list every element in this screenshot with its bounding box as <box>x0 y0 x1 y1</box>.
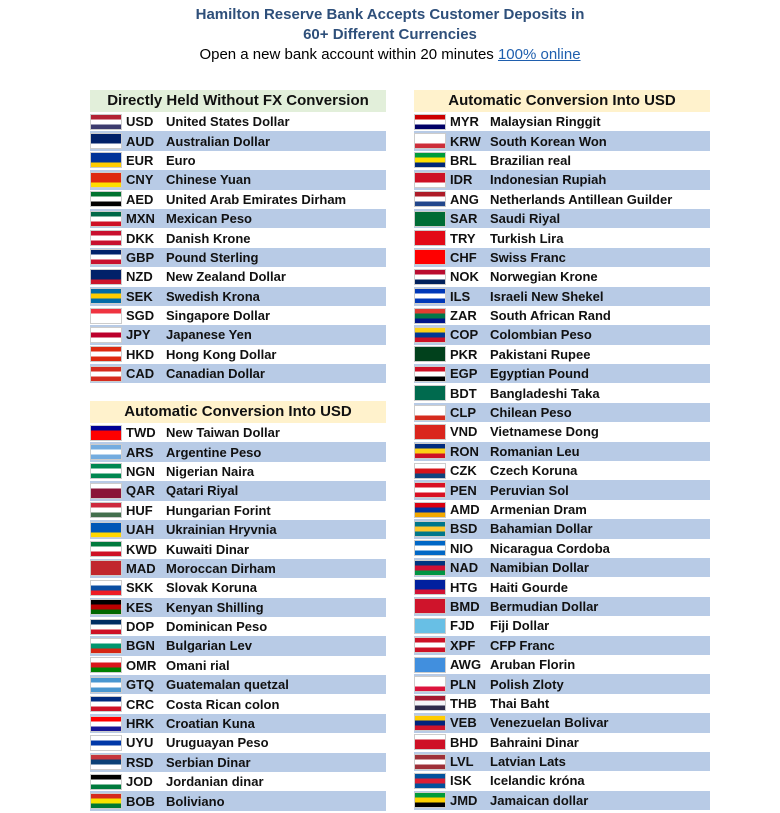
currency-name: Fiji Dollar <box>490 618 550 634</box>
currency-code: CAD <box>126 366 155 382</box>
currency-row <box>90 151 386 170</box>
bo-flag <box>90 793 122 809</box>
currency-row <box>414 558 710 577</box>
ni-flag <box>414 540 446 556</box>
currency-name: Hungarian Forint <box>166 502 271 518</box>
eu-flag <box>90 152 122 168</box>
currency-code: BOB <box>126 793 155 809</box>
currency-row <box>90 578 386 597</box>
cr-flag <box>90 696 122 712</box>
pl-flag <box>414 676 446 692</box>
currency-row <box>414 325 710 344</box>
currency-code: ARS <box>126 444 154 460</box>
us-flag <box>90 114 122 130</box>
dk-flag <box>90 230 122 246</box>
currency-row <box>414 422 710 441</box>
currency-row <box>414 287 710 306</box>
currency-code: AMD <box>450 502 480 517</box>
currency-code: UYU <box>126 735 154 751</box>
currency-name: Saudi Riyal <box>490 211 561 227</box>
hr-flag <box>90 716 122 732</box>
currency-code: COP <box>450 327 479 343</box>
currency-code: AUD <box>126 133 155 149</box>
gt-flag <box>90 677 122 693</box>
currency-row <box>414 694 710 713</box>
aw-flag <box>414 657 446 673</box>
currency-row <box>414 636 710 655</box>
table-title-auto-right: Automatic Conversion Into USD <box>414 90 710 112</box>
currency-name: Hong Kong Dollar <box>166 346 277 362</box>
currency-row <box>414 461 710 480</box>
currency-code: TWD <box>126 425 156 441</box>
currency-name: Latvian Lats <box>490 754 566 770</box>
currency-name: New Zealand Dollar <box>166 269 286 285</box>
table-title-direct: Directly Held Without FX Conversion <box>90 90 386 112</box>
currency-row <box>414 345 710 364</box>
table-auto-conversion-left <box>90 401 386 811</box>
sk-flag <box>90 580 122 596</box>
table-direct-held <box>90 90 386 383</box>
currency-code: MXN <box>126 211 155 227</box>
online-link[interactable]: 100% online <box>497 46 581 63</box>
currency-name: Netherlands Antillean Guilder <box>490 191 673 207</box>
currency-code: EGP <box>450 366 478 382</box>
currency-name: South African Rand <box>490 308 611 324</box>
currency-code: SEK <box>126 288 153 304</box>
do-flag <box>90 619 122 635</box>
ht-flag <box>414 579 446 595</box>
currency-row <box>414 170 710 189</box>
currency-name: Nicaragua Cordoba <box>490 540 610 556</box>
currency-row <box>90 753 386 772</box>
co-flag <box>414 327 446 343</box>
currency-code: AED <box>126 191 154 207</box>
id-flag <box>414 172 446 188</box>
currency-row <box>414 442 710 461</box>
currency-row <box>90 636 386 655</box>
ae-flag <box>90 191 122 207</box>
fj-flag <box>414 618 446 634</box>
currency-row <box>90 248 386 267</box>
currency-code: MYR <box>450 114 479 130</box>
currency-name: Namibian Dollar <box>490 560 589 576</box>
currency-code: RON <box>450 443 479 459</box>
currency-row <box>414 791 710 810</box>
currency-row <box>90 423 386 442</box>
am-flag <box>414 502 446 518</box>
kw-flag <box>90 541 122 557</box>
currency-row <box>414 364 710 383</box>
currency-name: Kenyan Shilling <box>166 599 264 615</box>
currency-name: Turkish Lira <box>490 230 564 246</box>
currency-name: Pound Sterling <box>166 249 259 265</box>
currency-row <box>414 713 710 732</box>
ua-flag <box>90 522 122 538</box>
currency-code: PLN <box>450 676 476 692</box>
currency-name: Uruguayan Peso <box>166 735 269 751</box>
currency-row <box>414 674 710 693</box>
currency-code: SGD <box>126 308 155 324</box>
currency-row <box>90 287 386 306</box>
currency-name: Slovak Koruna <box>166 580 258 596</box>
currency-name: Danish Krone <box>166 230 251 246</box>
za-flag <box>414 308 446 324</box>
currency-code: THB <box>450 695 477 711</box>
currency-name: Indonesian Rupiah <box>490 172 607 188</box>
currency-code: BDT <box>450 385 477 401</box>
ke-flag <box>90 599 122 615</box>
currency-name: Australian Dollar <box>166 133 271 149</box>
currency-code: CNY <box>126 172 154 188</box>
currency-row <box>90 267 386 286</box>
currency-row <box>90 170 386 189</box>
currency-name: Qatari Riyal <box>166 483 239 499</box>
currency-code: CZK <box>450 463 477 479</box>
promo-text: Open a new bank account within 20 minutes <box>199 46 494 63</box>
eg-flag <box>414 366 446 382</box>
bd-flag <box>414 385 446 401</box>
currency-row <box>90 131 386 150</box>
currency-code: JOD <box>126 774 153 790</box>
currency-row <box>90 501 386 520</box>
currency-code: BMD <box>450 598 480 614</box>
bg-flag <box>90 638 122 654</box>
hu-flag <box>90 502 122 518</box>
currency-row <box>414 577 710 596</box>
currency-code: JMD <box>450 792 478 808</box>
currency-code: XPF <box>450 637 476 653</box>
currency-row <box>90 306 386 325</box>
currency-code: NGN <box>126 463 155 479</box>
pk-flag <box>414 346 446 362</box>
currency-row <box>414 306 710 325</box>
currency-row <box>414 228 710 247</box>
currency-code: BGN <box>126 638 155 654</box>
currency-name: Swedish Krona <box>166 288 260 304</box>
currency-name: Colombian Peso <box>490 327 592 343</box>
currency-code: ISK <box>450 773 472 789</box>
currency-row <box>414 519 710 538</box>
ve-flag <box>414 715 446 731</box>
currency-code: EUR <box>126 152 154 168</box>
currency-row <box>90 559 386 578</box>
currency-row <box>90 112 386 131</box>
currency-name: Nigerian Naira <box>166 463 255 479</box>
currency-name: Malaysian Ringgit <box>490 114 601 130</box>
currency-name: Croatian Kuna <box>166 716 255 732</box>
ma-flag <box>90 560 122 576</box>
currency-code: CHF <box>450 249 477 265</box>
mx-flag <box>90 211 122 227</box>
currency-code: NZD <box>126 269 153 285</box>
currency-name: Thai Baht <box>490 695 550 711</box>
ch-flag <box>414 249 446 265</box>
currency-code: PKR <box>450 346 478 362</box>
jo-flag <box>90 774 122 790</box>
currency-name: Icelandic króna <box>490 773 585 789</box>
gb-flag <box>90 249 122 265</box>
currency-code: VEB <box>450 715 477 731</box>
currency-row <box>414 190 710 209</box>
currency-code: GTQ <box>126 677 155 693</box>
currency-row <box>90 714 386 733</box>
currency-row <box>90 228 386 247</box>
currency-code: PEN <box>450 482 477 498</box>
page-title: Hamilton Reserve Bank Accepts Customer Deposits in <box>195 6 585 23</box>
om-flag <box>90 657 122 673</box>
currency-code: KES <box>126 599 153 615</box>
currency-row <box>90 791 386 810</box>
bh-flag <box>414 734 446 750</box>
currency-name: Peruvian Sol <box>490 482 569 498</box>
hk-flag <box>90 346 122 362</box>
th-flag <box>414 695 446 711</box>
currency-row <box>90 442 386 461</box>
currency-name: Omani rial <box>166 657 230 673</box>
currency-name: Venezuelan Bolivar <box>490 715 609 731</box>
table-title-auto-left: Automatic Conversion Into USD <box>90 401 386 423</box>
currency-name: Ukrainian Hryvnia <box>166 522 277 538</box>
currency-name: Jamaican dollar <box>490 792 589 808</box>
currency-code: HUF <box>126 502 153 518</box>
currency-row <box>90 772 386 791</box>
currency-name: Norwegian Krone <box>490 269 598 285</box>
currency-row <box>414 209 710 228</box>
page-subtitle: 60+ Different Currencies <box>303 26 477 43</box>
currency-code: QAR <box>126 483 155 499</box>
currency-code: TRY <box>450 230 476 246</box>
currency-name: Dominican Peso <box>166 619 268 635</box>
currency-row <box>90 539 386 558</box>
currency-code: DKK <box>126 230 155 246</box>
currency-name: Egyptian Pound <box>490 366 589 382</box>
currency-code: DOP <box>126 619 155 635</box>
currency-code: CRC <box>126 696 155 712</box>
currency-name: Chilean Peso <box>490 405 572 421</box>
table-auto-conversion-right <box>414 90 710 810</box>
pf-flag <box>414 637 446 653</box>
currency-code: NAD <box>450 560 479 576</box>
bm-flag <box>414 598 446 614</box>
currency-name: Costa Rican colon <box>166 696 280 712</box>
il-flag <box>414 288 446 304</box>
nz-flag <box>90 269 122 285</box>
currency-name: Chinese Yuan <box>166 172 252 188</box>
jp-flag <box>90 327 122 343</box>
currency-code: CLP <box>450 405 476 421</box>
currency-row <box>414 480 710 499</box>
currency-name: Euro <box>166 152 196 168</box>
ar-flag <box>90 444 122 460</box>
currency-name: Moroccan Dirham <box>166 560 276 576</box>
currency-code: VND <box>450 424 478 440</box>
currency-name: Haiti Gourde <box>490 579 569 595</box>
currency-name: CFP Franc <box>490 637 555 653</box>
br-flag <box>414 152 446 168</box>
currency-code: BSD <box>450 521 478 537</box>
currency-row <box>414 733 710 752</box>
currency-name: Argentine Peso <box>166 444 262 460</box>
currency-row <box>90 462 386 481</box>
currency-code: USD <box>126 114 154 130</box>
currency-code: LVL <box>450 754 474 770</box>
currency-row <box>90 345 386 364</box>
currency-row <box>414 752 710 771</box>
currency-name: Japanese Yen <box>166 327 252 343</box>
currency-name: Aruban Florin <box>490 657 576 673</box>
sa-flag <box>414 211 446 227</box>
currency-code: NIO <box>450 540 474 556</box>
an-flag <box>414 191 446 207</box>
currency-code: HRK <box>126 716 155 732</box>
tr-flag <box>414 230 446 246</box>
sg-flag <box>90 308 122 324</box>
currency-code: ZAR <box>450 308 477 324</box>
vn-flag <box>414 424 446 440</box>
currency-code: SKK <box>126 580 154 596</box>
currency-row <box>90 520 386 539</box>
currency-name: Brazilian real <box>490 152 571 168</box>
currency-name: Pakistani Rupee <box>490 346 591 362</box>
currency-name: United States Dollar <box>166 114 290 130</box>
currency-code: NOK <box>450 269 479 285</box>
currency-code: SAR <box>450 211 478 227</box>
currency-name: New Taiwan Dollar <box>166 425 280 441</box>
currency-name: Armenian Dram <box>490 502 587 517</box>
currency-row <box>90 617 386 636</box>
se-flag <box>90 288 122 304</box>
currency-code: GBP <box>126 249 155 265</box>
ro-flag <box>414 443 446 459</box>
currency-name: Bermudian Dollar <box>490 598 599 614</box>
currency-name: Guatemalan quetzal <box>166 677 289 693</box>
currency-row <box>90 364 386 383</box>
kr-flag <box>414 133 446 149</box>
currency-row <box>414 655 710 674</box>
currency-row <box>90 598 386 617</box>
currency-row <box>414 771 710 790</box>
currency-code: ILS <box>450 288 471 304</box>
currency-row <box>414 248 710 267</box>
no-flag <box>414 269 446 285</box>
cl-flag <box>414 405 446 421</box>
currency-code: OMR <box>126 657 157 673</box>
currency-code: AWG <box>450 657 482 673</box>
cz-flag <box>414 463 446 479</box>
currency-row <box>414 131 710 150</box>
pe-flag <box>414 482 446 498</box>
currency-row <box>414 539 710 558</box>
qa-flag <box>90 483 122 499</box>
currency-code: RSD <box>126 754 154 770</box>
currency-name: Polish Zloty <box>490 676 564 692</box>
currency-name: Kuwaiti Dinar <box>166 541 250 557</box>
currency-name: Vietnamese Dong <box>490 424 599 440</box>
currency-name: Swiss Franc <box>490 249 566 265</box>
au-flag <box>90 133 122 149</box>
currency-name: Bangladeshi Taka <box>490 385 600 401</box>
currency-name: Israeli New Shekel <box>490 288 604 304</box>
currency-code: KWD <box>126 541 158 557</box>
currency-name: United Arab Emirates Dirham <box>166 191 347 207</box>
bs-flag <box>414 521 446 537</box>
currency-name: South Korean Won <box>490 133 607 149</box>
currency-name: Czech Koruna <box>490 463 578 479</box>
currency-code: ANG <box>450 191 479 207</box>
currency-row <box>90 733 386 752</box>
lv-flag <box>414 754 446 770</box>
currency-name: Canadian Dollar <box>166 366 265 382</box>
currency-row <box>414 616 710 635</box>
currency-code: HTG <box>450 579 478 595</box>
is-flag <box>414 773 446 789</box>
cn-flag <box>90 172 122 188</box>
currency-code: IDR <box>450 172 473 188</box>
currency-row <box>90 209 386 228</box>
promo-line <box>0 46 780 63</box>
currency-code: HKD <box>126 346 155 362</box>
currency-row <box>414 151 710 170</box>
currency-code: FJD <box>450 618 475 634</box>
currency-name: Jordanian dinar <box>166 774 264 790</box>
currency-row <box>414 267 710 286</box>
currency-code: KRW <box>450 133 481 149</box>
currency-row <box>414 112 710 131</box>
currency-row <box>90 325 386 344</box>
currency-row <box>90 481 386 500</box>
currency-name: Bahraini Dinar <box>490 734 579 750</box>
ca-flag <box>90 366 122 382</box>
currency-name: Serbian Dinar <box>166 754 251 770</box>
currency-row <box>414 403 710 422</box>
uy-flag <box>90 735 122 751</box>
ng-flag <box>90 463 122 479</box>
currency-row <box>90 190 386 209</box>
currency-code: JPY <box>126 327 151 343</box>
currency-row <box>414 383 710 402</box>
currency-name: Boliviano <box>166 793 225 809</box>
currency-code: UAH <box>126 522 155 538</box>
na-flag <box>414 560 446 576</box>
currency-row <box>90 656 386 675</box>
my-flag <box>414 114 446 130</box>
currency-code: MAD <box>126 560 156 576</box>
currency-name: Bulgarian Lev <box>166 638 252 654</box>
currency-name: Mexican Peso <box>166 211 252 227</box>
jm-flag <box>414 792 446 808</box>
currency-name: Singapore Dollar <box>166 308 271 324</box>
tw-flag <box>90 425 122 441</box>
rs-flag <box>90 754 122 770</box>
currency-row <box>414 500 710 519</box>
currency-row <box>90 694 386 713</box>
currency-row <box>414 597 710 616</box>
currency-name: Bahamian Dollar <box>490 521 593 537</box>
currency-row <box>90 675 386 694</box>
currency-name: Romanian Leu <box>490 443 580 459</box>
currency-code: BRL <box>450 152 477 168</box>
currency-code: BHD <box>450 734 479 750</box>
